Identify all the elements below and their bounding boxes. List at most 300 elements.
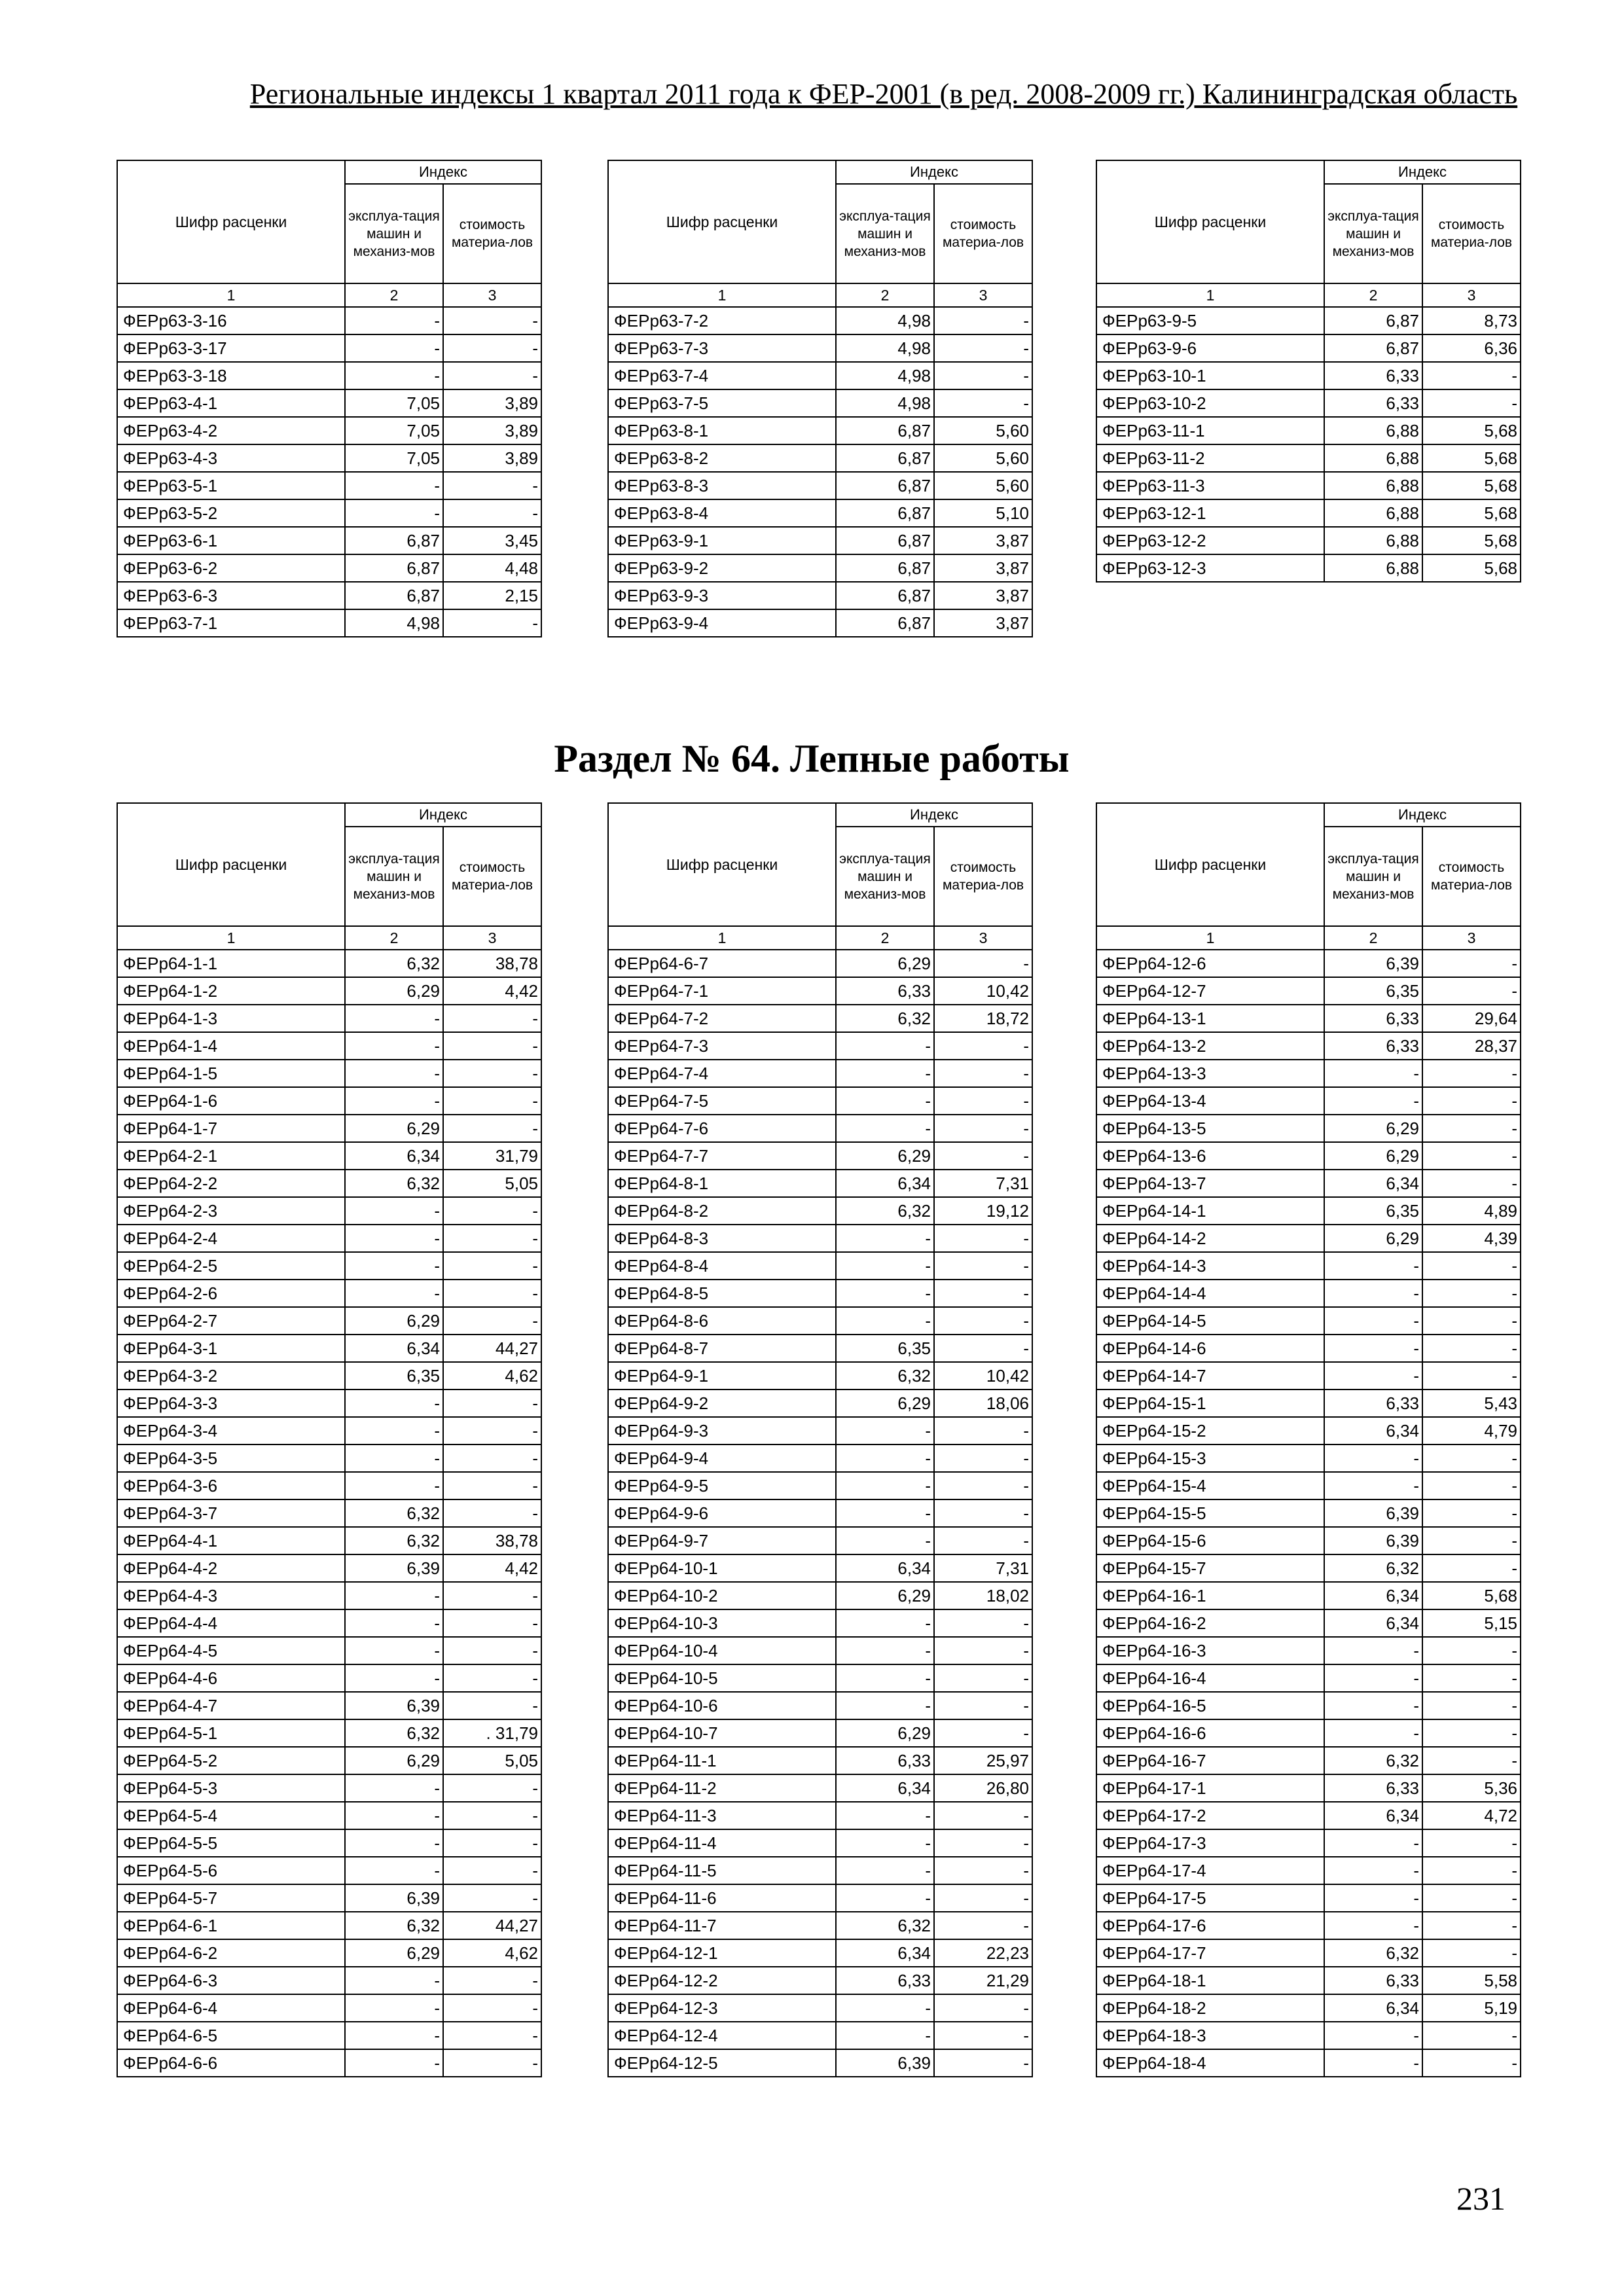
- table-row: [117, 1005, 541, 1032]
- rate-code-cell: ФЕРр64-12-6: [1096, 950, 1324, 977]
- materials-index-cell: 5,68: [1422, 554, 1521, 582]
- materials-index-cell: -: [1422, 1472, 1521, 1499]
- machines-index-cell: -: [836, 1527, 934, 1554]
- table-row: [608, 1307, 1032, 1335]
- rate-code-cell: ФЕРр64-3-6: [117, 1472, 345, 1499]
- machines-index-cell: -: [1324, 1280, 1422, 1307]
- machines-index-cell: -: [836, 1829, 934, 1857]
- machines-index-cell: 6,33: [1324, 1390, 1422, 1417]
- machines-index-cell: -: [836, 1280, 934, 1307]
- table-row: [1096, 389, 1521, 417]
- rate-code-cell: ФЕРр64-5-1: [117, 1719, 345, 1747]
- rate-code-cell: ФЕРр64-10-1: [608, 1554, 836, 1582]
- rate-code-cell: ФЕРр64-15-3: [1096, 1444, 1324, 1472]
- machines-index-cell: 6,34: [1324, 1802, 1422, 1829]
- machines-index-cell: 6,32: [345, 1499, 443, 1527]
- machines-index-cell: -: [836, 1884, 934, 1912]
- machines-index-cell: 6,34: [1324, 1582, 1422, 1609]
- rate-code-cell: ФЕРр64-17-4: [1096, 1857, 1324, 1884]
- materials-index-cell: -: [443, 2022, 541, 2049]
- materials-index-cell: -: [443, 1444, 541, 1472]
- table-row: [608, 1499, 1032, 1527]
- materials-index-cell: -: [443, 472, 541, 499]
- table-row: [117, 362, 541, 389]
- materials-index-cell: -: [934, 1225, 1032, 1252]
- materials-index-cell: 5,05: [443, 1747, 541, 1774]
- table-row: [608, 444, 1032, 472]
- header-machines: эксплуа-тация машин и механиз-мов: [345, 184, 443, 283]
- rate-code-cell: ФЕРр63-8-4: [608, 499, 836, 527]
- rate-code-cell: ФЕРр63-7-2: [608, 307, 836, 334]
- materials-index-cell: 4,42: [443, 977, 541, 1005]
- machines-index-cell: 6,29: [1324, 1115, 1422, 1142]
- rate-code-cell: ФЕРр63-7-5: [608, 389, 836, 417]
- rate-code-cell: ФЕРр64-11-1: [608, 1747, 836, 1774]
- rate-code-cell: ФЕРр64-9-4: [608, 1444, 836, 1472]
- machines-index-cell: 6,32: [345, 1719, 443, 1747]
- rate-code-cell: ФЕРр64-5-5: [117, 1829, 345, 1857]
- table-row: [608, 554, 1032, 582]
- machines-index-cell: 4,98: [836, 334, 934, 362]
- machines-index-cell: 6,34: [836, 1774, 934, 1802]
- rate-code-cell: ФЕРр64-2-4: [117, 1225, 345, 1252]
- materials-index-cell: 3,89: [443, 444, 541, 472]
- machines-index-cell: -: [1324, 1335, 1422, 1362]
- table-row: [608, 1857, 1032, 1884]
- materials-index-cell: -: [1422, 1142, 1521, 1170]
- rate-code-cell: ФЕРр64-4-7: [117, 1692, 345, 1719]
- machines-index-cell: -: [1324, 1307, 1422, 1335]
- table-row: [1096, 1170, 1521, 1197]
- table-row: [1096, 1637, 1521, 1664]
- table-row: [608, 1197, 1032, 1225]
- rate-code-cell: ФЕРр64-12-7: [1096, 977, 1324, 1005]
- rate-code-cell: ФЕРр64-16-1: [1096, 1582, 1324, 1609]
- rate-code-cell: ФЕРр63-10-2: [1096, 389, 1324, 417]
- machines-index-cell: 6,87: [836, 527, 934, 554]
- rate-code-cell: ФЕРр63-8-1: [608, 417, 836, 444]
- header-machines: эксплуа-тация машин и механиз-мов: [345, 827, 443, 926]
- machines-index-cell: -: [345, 1637, 443, 1664]
- machines-index-cell: 6,32: [1324, 1554, 1422, 1582]
- table-row: [117, 1225, 541, 1252]
- machines-index-cell: 6,87: [345, 554, 443, 582]
- materials-index-cell: -: [443, 1115, 541, 1142]
- rate-code-cell: ФЕРр64-18-4: [1096, 2049, 1324, 2077]
- table-row: [1096, 1967, 1521, 1994]
- machines-index-cell: 6,29: [836, 1582, 934, 1609]
- rate-code-cell: ФЕРр64-15-6: [1096, 1527, 1324, 1554]
- table-row: [608, 2022, 1032, 2049]
- materials-index-cell: 5,10: [934, 499, 1032, 527]
- materials-index-cell: 3,89: [443, 417, 541, 444]
- materials-index-cell: -: [1422, 1252, 1521, 1280]
- materials-index-cell: 5,68: [1422, 417, 1521, 444]
- materials-index-cell: -: [443, 1637, 541, 1664]
- rate-code-cell: ФЕРр64-12-4: [608, 2022, 836, 2049]
- materials-index-cell: -: [443, 1307, 541, 1335]
- machines-index-cell: 6,32: [345, 1170, 443, 1197]
- materials-index-cell: -: [443, 1390, 541, 1417]
- table-row: [117, 1499, 541, 1527]
- machines-index-cell: -: [345, 334, 443, 362]
- table-row: [608, 1609, 1032, 1637]
- materials-index-cell: 5,68: [1422, 499, 1521, 527]
- rate-code-cell: ФЕРр64-7-7: [608, 1142, 836, 1170]
- table-row: [1096, 1857, 1521, 1884]
- materials-index-cell: 5,60: [934, 472, 1032, 499]
- table-row: [608, 1005, 1032, 1032]
- machines-index-cell: -: [836, 1499, 934, 1527]
- machines-index-cell: 6,32: [1324, 1747, 1422, 1774]
- materials-index-cell: -: [934, 2022, 1032, 2049]
- materials-index-cell: 26,80: [934, 1774, 1032, 1802]
- rate-code-cell: ФЕРр64-18-2: [1096, 1994, 1324, 2022]
- machines-index-cell: -: [345, 1609, 443, 1637]
- rate-code-cell: ФЕРр64-10-3: [608, 1609, 836, 1637]
- rate-code-cell: ФЕРр64-18-3: [1096, 2022, 1324, 2049]
- table-row: [608, 1637, 1032, 1664]
- table-row: [608, 472, 1032, 499]
- machines-index-cell: -: [1324, 1857, 1422, 1884]
- materials-index-cell: -: [443, 1005, 541, 1032]
- table-row: [608, 1554, 1032, 1582]
- materials-index-cell: 5,58: [1422, 1967, 1521, 1994]
- rate-code-cell: ФЕРр64-5-4: [117, 1802, 345, 1829]
- rates-table: [607, 802, 1033, 2077]
- table-row: [1096, 1444, 1521, 1472]
- table-row: [117, 1939, 541, 1967]
- table-row: [117, 1060, 541, 1087]
- machines-index-cell: 6,87: [836, 609, 934, 637]
- table-row: [608, 1417, 1032, 1444]
- rate-code-cell: ФЕРр64-4-5: [117, 1637, 345, 1664]
- materials-index-cell: 28,37: [1422, 1032, 1521, 1060]
- machines-index-cell: 6,32: [836, 1197, 934, 1225]
- rate-code-cell: ФЕРр64-16-2: [1096, 1609, 1324, 1637]
- rate-code-cell: ФЕРр64-8-3: [608, 1225, 836, 1252]
- materials-index-cell: -: [934, 1417, 1032, 1444]
- header-col-number: 1: [1096, 283, 1324, 307]
- rate-code-cell: ФЕРр64-2-1: [117, 1142, 345, 1170]
- rate-code-cell: ФЕРр64-15-4: [1096, 1472, 1324, 1499]
- rate-code-cell: ФЕРр64-16-7: [1096, 1747, 1324, 1774]
- machines-index-cell: -: [345, 1032, 443, 1060]
- machines-index-cell: 6,34: [1324, 1994, 1422, 2022]
- machines-index-cell: 6,29: [345, 1307, 443, 1335]
- materials-index-cell: 22,23: [934, 1939, 1032, 1967]
- machines-index-cell: 4,98: [836, 389, 934, 417]
- rate-code-cell: ФЕРр64-10-2: [608, 1582, 836, 1609]
- materials-index-cell: -: [443, 1884, 541, 1912]
- materials-index-cell: -: [934, 1252, 1032, 1280]
- rate-code-cell: ФЕРр64-5-6: [117, 1857, 345, 1884]
- machines-index-cell: -: [836, 1994, 934, 2022]
- machines-index-cell: -: [345, 1087, 443, 1115]
- header-col-number: 3: [934, 283, 1032, 307]
- materials-index-cell: -: [443, 609, 541, 637]
- rate-code-cell: ФЕРр63-11-3: [1096, 472, 1324, 499]
- materials-index-cell: -: [443, 1664, 541, 1692]
- machines-index-cell: -: [345, 1774, 443, 1802]
- rate-code-cell: ФЕРр64-17-6: [1096, 1912, 1324, 1939]
- machines-index-cell: -: [836, 1252, 934, 1280]
- materials-index-cell: -: [934, 307, 1032, 334]
- header-machines: эксплуа-тация машин и механиз-мов: [1324, 184, 1422, 283]
- materials-index-cell: -: [443, 1225, 541, 1252]
- materials-index-cell: 10,42: [934, 977, 1032, 1005]
- materials-index-cell: 4,62: [443, 1939, 541, 1967]
- materials-index-cell: 7,31: [934, 1554, 1032, 1582]
- header-materials: стоимость материа-лов: [1422, 827, 1521, 926]
- table-row: [1096, 1335, 1521, 1362]
- header-index: Индекс: [1324, 803, 1521, 827]
- machines-index-cell: -: [836, 1857, 934, 1884]
- rate-code-cell: ФЕРр64-7-4: [608, 1060, 836, 1087]
- materials-index-cell: -: [934, 1142, 1032, 1170]
- rate-code-cell: ФЕРр64-11-4: [608, 1829, 836, 1857]
- rate-code-cell: ФЕРр64-13-7: [1096, 1170, 1324, 1197]
- table-row: [608, 389, 1032, 417]
- machines-index-cell: 6,29: [836, 1142, 934, 1170]
- materials-index-cell: -: [934, 1307, 1032, 1335]
- rate-code-cell: ФЕРр64-2-3: [117, 1197, 345, 1225]
- table-row: [608, 1747, 1032, 1774]
- table-row: [1096, 499, 1521, 527]
- rate-code-cell: ФЕРр63-8-3: [608, 472, 836, 499]
- table-row: [117, 1252, 541, 1280]
- machines-index-cell: -: [345, 2049, 443, 2077]
- materials-index-cell: -: [1422, 1087, 1521, 1115]
- machines-index-cell: -: [1324, 1252, 1422, 1280]
- table-row: [1096, 1499, 1521, 1527]
- table-row: [117, 950, 541, 977]
- machines-index-cell: 6,33: [1324, 1032, 1422, 1060]
- machines-index-cell: 6,39: [1324, 950, 1422, 977]
- rate-code-cell: ФЕРр64-2-2: [117, 1170, 345, 1197]
- rate-code-cell: ФЕРр64-16-4: [1096, 1664, 1324, 1692]
- table-row: [117, 1554, 541, 1582]
- materials-index-cell: -: [1422, 1362, 1521, 1390]
- materials-index-cell: -: [443, 499, 541, 527]
- machines-index-cell: -: [345, 1664, 443, 1692]
- table-row: [117, 1307, 541, 1335]
- table-row: [1096, 1252, 1521, 1280]
- machines-index-cell: 6,29: [345, 977, 443, 1005]
- rate-code-cell: ФЕРр64-3-2: [117, 1362, 345, 1390]
- materials-index-cell: -: [1422, 977, 1521, 1005]
- materials-index-cell: -: [443, 1829, 541, 1857]
- materials-index-cell: 5,68: [1422, 472, 1521, 499]
- table-row: [117, 1912, 541, 1939]
- machines-index-cell: -: [836, 2022, 934, 2049]
- table-row: [117, 1802, 541, 1829]
- machines-index-cell: 6,33: [836, 1967, 934, 1994]
- table-row: [1096, 1912, 1521, 1939]
- table-row: [117, 1582, 541, 1609]
- rate-code-cell: ФЕРр64-4-3: [117, 1582, 345, 1609]
- table-row: [608, 527, 1032, 554]
- rate-code-cell: ФЕРр64-3-5: [117, 1444, 345, 1472]
- table-row: [117, 2022, 541, 2049]
- machines-index-cell: 6,87: [836, 499, 934, 527]
- table-row: [1096, 950, 1521, 977]
- header-materials: стоимость материа-лов: [443, 184, 541, 283]
- rate-code-cell: ФЕРр64-2-7: [117, 1307, 345, 1335]
- materials-index-cell: -: [1422, 1857, 1521, 1884]
- rate-code-cell: ФЕРр63-9-1: [608, 527, 836, 554]
- machines-index-cell: -: [1324, 1087, 1422, 1115]
- rate-code-cell: ФЕРр64-8-7: [608, 1335, 836, 1362]
- rate-code-cell: ФЕРр63-9-2: [608, 554, 836, 582]
- document-title: Региональные индексы 1 квартал 2011 года к ФЕР-2001 (в ред. 2008-2009 гг.) Калининградская область: [249, 78, 1518, 110]
- table-row: [608, 1802, 1032, 1829]
- materials-index-cell: -: [1422, 1170, 1521, 1197]
- header-col-number: 1: [608, 283, 836, 307]
- materials-index-cell: -: [934, 2049, 1032, 2077]
- materials-index-cell: -: [934, 334, 1032, 362]
- materials-index-cell: 5,68: [1422, 444, 1521, 472]
- materials-index-cell: -: [934, 1912, 1032, 1939]
- machines-index-cell: -: [345, 1829, 443, 1857]
- machines-index-cell: -: [836, 1472, 934, 1499]
- rate-code-cell: ФЕРр63-5-2: [117, 499, 345, 527]
- table-row: [608, 417, 1032, 444]
- rate-code-cell: ФЕРр64-15-2: [1096, 1417, 1324, 1444]
- machines-index-cell: 6,39: [345, 1884, 443, 1912]
- rate-code-cell: ФЕРр64-3-7: [117, 1499, 345, 1527]
- table-row: [608, 1390, 1032, 1417]
- machines-index-cell: 6,34: [1324, 1609, 1422, 1637]
- table-row: [117, 1197, 541, 1225]
- table-row: [1096, 1417, 1521, 1444]
- machines-index-cell: -: [345, 1390, 443, 1417]
- header-col-number: 3: [934, 926, 1032, 950]
- rate-code-cell: ФЕРр63-12-2: [1096, 527, 1324, 554]
- table-row: [117, 1967, 541, 1994]
- table-row: [117, 977, 541, 1005]
- table-row: [608, 1939, 1032, 1967]
- materials-index-cell: 2,15: [443, 582, 541, 609]
- header-col-number: 1: [117, 283, 345, 307]
- materials-index-cell: 10,42: [934, 1362, 1032, 1390]
- materials-index-cell: 5,60: [934, 444, 1032, 472]
- machines-index-cell: 6,29: [836, 1390, 934, 1417]
- machines-index-cell: 6,34: [836, 1554, 934, 1582]
- rate-code-cell: ФЕРр64-7-5: [608, 1087, 836, 1115]
- machines-index-cell: -: [836, 1637, 934, 1664]
- rates-table: [1096, 160, 1521, 583]
- table-row: [117, 582, 541, 609]
- header-col-number: 1: [1096, 926, 1324, 950]
- table-row: [117, 1335, 541, 1362]
- machines-index-cell: 6,87: [345, 582, 443, 609]
- materials-index-cell: 3,87: [934, 527, 1032, 554]
- rate-code-cell: ФЕРр64-6-1: [117, 1912, 345, 1939]
- machines-index-cell: 6,39: [345, 1554, 443, 1582]
- table-row: [117, 1142, 541, 1170]
- table-row: [1096, 1087, 1521, 1115]
- machines-index-cell: -: [836, 1417, 934, 1444]
- machines-index-cell: 6,33: [1324, 1005, 1422, 1032]
- header-col-number: 2: [1324, 926, 1422, 950]
- table-row: [117, 1609, 541, 1637]
- machines-index-cell: 6,35: [1324, 1197, 1422, 1225]
- machines-index-cell: -: [345, 1225, 443, 1252]
- table-row: [1096, 1032, 1521, 1060]
- table-row: [117, 1087, 541, 1115]
- machines-index-cell: 4,98: [836, 307, 934, 334]
- machines-index-cell: -: [1324, 2022, 1422, 2049]
- materials-index-cell: 44,27: [443, 1335, 541, 1362]
- machines-index-cell: 6,33: [1324, 1774, 1422, 1802]
- rate-code-cell: ФЕРр64-12-3: [608, 1994, 836, 2022]
- machines-index-cell: -: [345, 499, 443, 527]
- rate-code-cell: ФЕРр64-5-2: [117, 1747, 345, 1774]
- machines-index-cell: -: [836, 1664, 934, 1692]
- materials-index-cell: 8,73: [1422, 307, 1521, 334]
- rate-code-cell: ФЕРр64-1-1: [117, 950, 345, 977]
- table-row: [117, 499, 541, 527]
- table-row: [117, 1994, 541, 2022]
- materials-index-cell: -: [1422, 1884, 1521, 1912]
- machines-index-cell: 6,29: [345, 1747, 443, 1774]
- materials-index-cell: 4,62: [443, 1362, 541, 1390]
- machines-index-cell: 6,33: [836, 1747, 934, 1774]
- machines-index-cell: 6,39: [1324, 1499, 1422, 1527]
- rate-code-cell: ФЕРр64-14-1: [1096, 1197, 1324, 1225]
- header-col-number: 3: [1422, 283, 1521, 307]
- table-row: [608, 1967, 1032, 1994]
- materials-index-cell: -: [443, 334, 541, 362]
- rate-code-cell: ФЕРр63-9-6: [1096, 334, 1324, 362]
- table-row: [1096, 1609, 1521, 1637]
- rate-code-cell: ФЕРр64-7-2: [608, 1005, 836, 1032]
- machines-index-cell: -: [836, 1060, 934, 1087]
- rate-code-cell: ФЕРр64-17-3: [1096, 1829, 1324, 1857]
- materials-index-cell: -: [443, 307, 541, 334]
- rate-code-cell: ФЕРр64-6-2: [117, 1939, 345, 1967]
- materials-index-cell: -: [934, 1802, 1032, 1829]
- header-col-number: 1: [608, 926, 836, 950]
- materials-index-cell: 4,39: [1422, 1225, 1521, 1252]
- materials-index-cell: -: [1422, 1307, 1521, 1335]
- machines-index-cell: 6,35: [345, 1362, 443, 1390]
- rate-code-cell: ФЕРр64-12-1: [608, 1939, 836, 1967]
- machines-index-cell: -: [1324, 1362, 1422, 1390]
- table-row: [1096, 472, 1521, 499]
- machines-index-cell: 6,34: [836, 1939, 934, 1967]
- materials-index-cell: 3,87: [934, 554, 1032, 582]
- table-row: [117, 1857, 541, 1884]
- table-row: [1096, 2022, 1521, 2049]
- rate-code-cell: ФЕРр64-9-7: [608, 1527, 836, 1554]
- table-row: [117, 1417, 541, 1444]
- header-code: Шифр расценки: [608, 803, 836, 926]
- header-index: Индекс: [836, 803, 1032, 827]
- rate-code-cell: ФЕРр64-7-1: [608, 977, 836, 1005]
- table-row: [608, 1472, 1032, 1499]
- machines-index-cell: 6,32: [345, 950, 443, 977]
- header-col-number: 2: [1324, 283, 1422, 307]
- machines-index-cell: 6,32: [345, 1912, 443, 1939]
- machines-index-cell: -: [345, 1472, 443, 1499]
- rate-code-cell: ФЕРр64-2-6: [117, 1280, 345, 1307]
- table-row: [608, 1527, 1032, 1554]
- rate-code-cell: ФЕРр64-13-1: [1096, 1005, 1324, 1032]
- machines-index-cell: -: [836, 1032, 934, 1060]
- materials-index-cell: -: [934, 950, 1032, 977]
